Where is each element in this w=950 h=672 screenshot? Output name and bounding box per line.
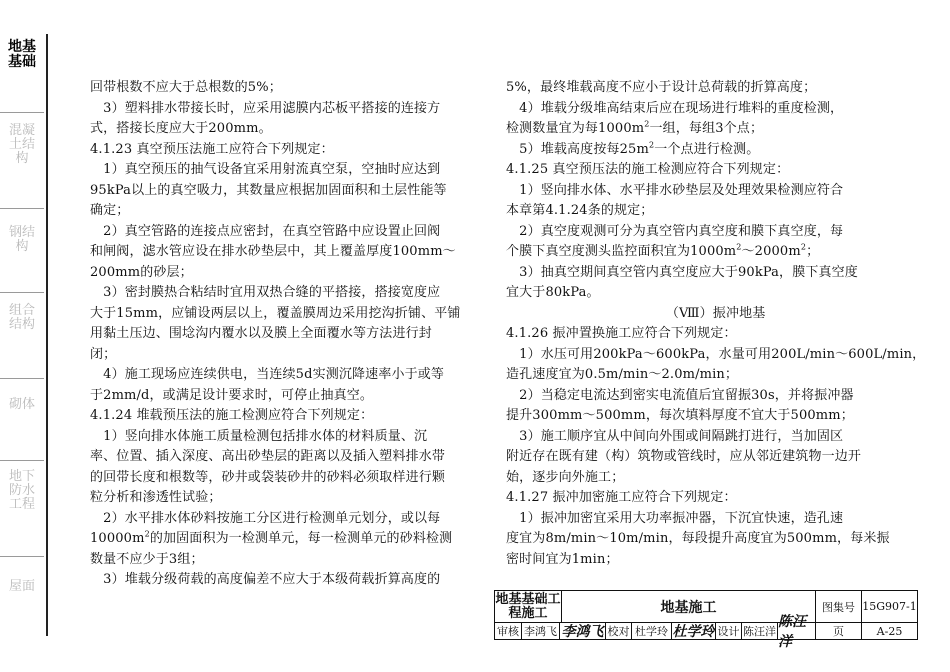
text-line: 数量不应少于3组；: [90, 551, 204, 567]
text-line: 3）塑料排水带接长时，应采用滤膜内芯板平搭接的连接方: [90, 100, 441, 116]
atlas-number: 15G907-1: [861, 591, 917, 622]
text-line: 度宜为8m/min～10m/min，每段提升高度宜为500mm，每米振: [506, 531, 890, 546]
drawing-title: 地基施工: [561, 591, 815, 622]
approval-row: [495, 614, 917, 650]
text-line: 4.1.27 振冲加密施工应符合下列规定：: [506, 490, 737, 505]
text-line: 率、位置、插入深度、高出砂垫层的距离以及插入塑料排水带: [90, 449, 446, 464]
text-line: 密时间宜为1min；: [506, 551, 619, 567]
sidebar-divider: [0, 112, 44, 113]
section-heading: （Ⅷ）振冲地基: [665, 305, 766, 321]
sidebar-divider: [0, 292, 44, 293]
text-line: 附近存在既有建（构）筑物或管线时，应从邻近建筑物一边开: [506, 449, 862, 464]
page-number: A-25: [861, 623, 917, 639]
text-line: 回带根数不应大于总根数的5%；: [90, 80, 282, 95]
text-line: 个膜下真空度测头监控面积宜为$1000m^2\sim 2000m^2$；: [506, 242, 820, 259]
text-line: 粒分析和渗透性试验；: [90, 490, 222, 505]
frame-border: [46, 34, 48, 636]
text-line: 造孔速度宜为0.5m/min～2.0m/min；: [506, 367, 739, 382]
sidebar-divider: [0, 208, 44, 209]
text-line: 于2mm/d，或满足设计要求时，可停止抽真空。: [90, 387, 374, 403]
text-line: 式，搭接长度应大于200mm。: [90, 121, 272, 136]
check-label: 校对: [605, 623, 631, 639]
text-line: 2）水平排水体砂料按施工分区进行检测单元划分，或以每: [90, 510, 441, 526]
text-line: 5%，最终堆载高度不应小于设计总荷载的折算高度；: [506, 80, 817, 95]
sidebar-item-waterproofing[interactable]: 地下防水工程: [8, 469, 35, 512]
designer-name: 陈汪洋: [743, 625, 776, 638]
sidebar-item-steel[interactable]: 钢结构: [8, 225, 35, 254]
text-line: 本章第4.1.24条的规定；: [506, 203, 654, 218]
sidebar-item-concrete[interactable]: 混凝土结构: [8, 123, 35, 166]
text-line: 闭；: [90, 346, 117, 362]
text-line: 检测数量宜为每$1000m^2$一组，每组3个点；: [506, 119, 764, 136]
text-line: 2）真空度观测可分为真空管内真空度和膜下真空度，每: [506, 223, 844, 239]
category-label: 地基基础工程施工: [495, 591, 561, 621]
text-line: 3）堆载分级荷载的高度偏差不应大于本级荷载折算高度的: [90, 572, 441, 587]
page-label: 页: [815, 623, 861, 639]
sidebar-item-composite[interactable]: 组合结构: [8, 303, 35, 332]
text-line: 95kPa以上的真空吸力，其数量应根据加固面积和土层性能等: [90, 182, 447, 198]
text-line: 4.1.24 堆载预压法的施工检测应符合下列规定：: [90, 408, 374, 423]
text-line: 4.1.25 真空预压法的施工检测应符合下列规定：: [506, 162, 790, 177]
text-line: 1）水压可用200kPa～600kPa，水量可用200L/min～600L/min，: [506, 346, 926, 362]
text-line: 用黏土压边、围埝沟内覆水以及膜上全面覆水等方法进行封: [90, 326, 432, 341]
left-column: [90, 78, 461, 591]
text-line: 4.1.23 真空预压法施工应符合下列规定：: [90, 141, 334, 157]
text-line: 宜大于80kPa。: [506, 285, 600, 300]
text-line: 4）堆载分级堆高结束后应在现场进行堆料的重度检测，: [506, 100, 844, 116]
designer-signature: 陈汪洋: [777, 623, 815, 639]
sidebar-divider: [0, 378, 44, 379]
text-line: 3）密封膜热合粘结时宜用双热合缝的平搭接，搭接宽度应: [90, 285, 441, 300]
sidebar-item-masonry[interactable]: 砌体: [8, 397, 35, 412]
design-label: 设计: [715, 623, 741, 639]
text-line: 1）真空预压的抽气设备宜采用射流真空泵，空抽时应达到: [90, 162, 441, 177]
sidebar-item-foundation[interactable]: 地基基础: [8, 39, 36, 70]
checker-signature: 杜学玲: [672, 624, 715, 640]
reviewer-name: 李鸿飞: [521, 623, 559, 639]
text-line: 提升300mm～500mm，每次填料厚度不宜大于500mm；: [506, 408, 854, 423]
text-line: 始，逐步向外施工；: [506, 469, 625, 485]
text-line: 200mm的砂层；: [90, 264, 193, 280]
text-line: 的回带长度和根数等，砂井或袋装砂井的砂料必须取样进行颗: [90, 469, 446, 485]
sidebar: [0, 0, 44, 672]
sidebar-item-roof[interactable]: 屋面: [8, 579, 35, 594]
text-line: 和闸阀，滤水管应设在排水砂垫层中，其上覆盖厚度100mm～: [90, 244, 456, 259]
review-label: 审核: [497, 625, 519, 638]
text-line: $10000m^2$的加固面积为一检测单元，每一检测单元的砂料检测: [90, 529, 453, 546]
right-column: [506, 78, 925, 570]
title-block: [494, 590, 918, 650]
text-line: 2）当稳定电流达到密实电流值后宜留振30s，并将振冲器: [506, 387, 854, 403]
text-line: 确定；: [90, 203, 130, 218]
text-line: 4）施工现场应连续供电，当连续5d实测沉降速率小于或等: [90, 367, 445, 382]
reviewer-signature: 李鸿飞: [559, 623, 605, 639]
text-line: 1）竖向排水体施工质量检测包括排水体的材料质量、沉: [90, 428, 428, 444]
text-line: 大于15mm，应铺设两层以上，覆盖膜周边采用挖沟折铺、平铺: [90, 305, 461, 321]
text-line: 1）竖向排水体、水平排水砂垫层及处理效果检测应符合: [506, 182, 844, 198]
text-line: 2）真空管路的连接点应密封，在真空管路中应设置止回阀: [90, 223, 441, 239]
atlas-label: 图集号: [815, 591, 861, 622]
sidebar-divider: [0, 556, 44, 557]
text-line: 3）抽真空期间真空管内真空度应大于90kPa，膜下真空度: [506, 264, 858, 280]
text-line: 3）施工顺序宜从中间向外围或间隔跳打进行，当加固区: [506, 428, 844, 444]
checker-name: 杜学玲: [631, 623, 671, 639]
text-line: 5）堆载高度按每$25m^2$一个点进行检测。: [506, 140, 760, 157]
text-line: 1）振冲加密宜采用大功率振冲器，下沉宜快速，造孔速: [506, 510, 844, 526]
sidebar-divider: [0, 460, 44, 461]
text-line: 4.1.26 振冲置换施工应符合下列规定：: [506, 326, 737, 341]
